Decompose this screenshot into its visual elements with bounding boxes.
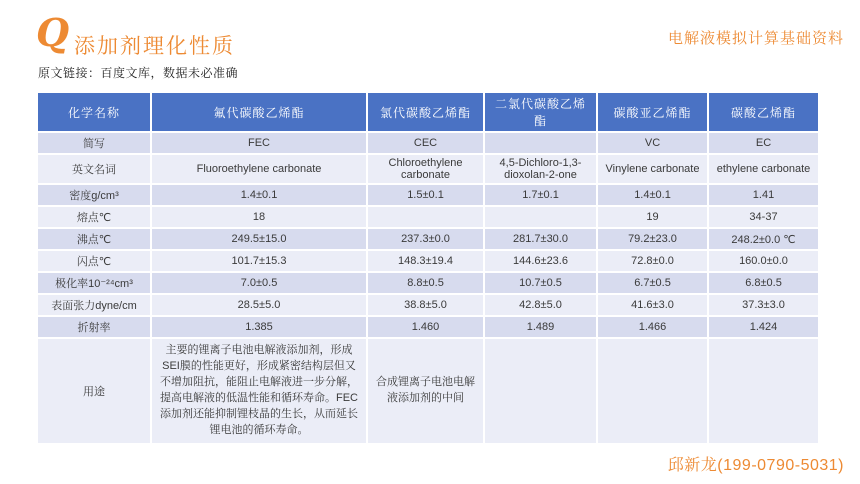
table-cell: 1.385 [151, 316, 367, 338]
source-note: 原文链接：百度文库，数据未必准确 [38, 66, 239, 80]
table-cell [484, 206, 597, 228]
table-cell [708, 338, 819, 444]
table-row-english-name [37, 154, 819, 184]
table-cell: 1.489 [484, 316, 597, 338]
table-cell: 160.0±0.0 [708, 250, 819, 272]
table-row-density [37, 184, 819, 206]
table-cell: 1.5±0.1 [367, 184, 484, 206]
table-cell: Chloroethylene carbonate [367, 154, 484, 184]
table-cell: 4,5-Dichloro-1,3-dioxolan-2-one [484, 154, 597, 184]
table-cell: 6.8±0.5 [708, 272, 819, 294]
table-cell: 281.7±30.0 [484, 228, 597, 250]
table-row-boiling-point [37, 228, 819, 250]
table-row-polarizability [37, 272, 819, 294]
table-cell: 38.8±5.0 [367, 294, 484, 316]
table-cell: CEC [367, 132, 484, 154]
column-header: 二氯代碳酸乙烯酯 [484, 92, 597, 132]
table-cell: 34-37 [708, 206, 819, 228]
column-header: 碳酸乙烯酯 [708, 92, 819, 132]
table-row-abbreviation [37, 132, 819, 154]
row-label: 表面张力dyne/cm [37, 294, 151, 316]
table-cell: 1.4±0.1 [597, 184, 708, 206]
table-cell: 7.0±0.5 [151, 272, 367, 294]
table-cell: FEC [151, 132, 367, 154]
table-row-usage [37, 338, 819, 444]
slide-topic-label: 电解液模拟计算基础资料 [667, 30, 844, 47]
table-cell: 主要的锂离子电池电解液添加剂，形成SEI膜的性能更好，形成紧密结构层但又不增加阻抗，能阻止电解液进一步分解，提高电解液的低温性能和循环寿命。FEC添加剂还能抑制锂枝晶的生长，从而延长锂电池的循环寿命。 [151, 338, 367, 444]
column-header: 氯代碳酸乙烯酯 [367, 92, 484, 132]
table-cell: 144.6±23.6 [484, 250, 597, 272]
row-label: 闪点℃ [37, 250, 151, 272]
table-cell [367, 206, 484, 228]
footer-contact: 邱新龙(199-0790-5031) [667, 457, 844, 474]
table-cell: 合成锂离子电池电解液添加剂的中间 [367, 338, 484, 444]
additive-properties-table [36, 91, 820, 445]
table-cell: 72.8±0.0 [597, 250, 708, 272]
table-cell [597, 338, 708, 444]
table-cell: 18 [151, 206, 367, 228]
table-cell: 28.5±5.0 [151, 294, 367, 316]
table-cell: 8.8±0.5 [367, 272, 484, 294]
column-header: 氟代碳酸乙烯酯 [151, 92, 367, 132]
row-label: 英文名词 [37, 154, 151, 184]
row-label: 极化率10⁻²⁴cm³ [37, 272, 151, 294]
row-label: 折射率 [37, 316, 151, 338]
logo-q-icon: Q [36, 10, 70, 55]
row-label: 简写 [37, 132, 151, 154]
table-row-melting-point [37, 206, 819, 228]
table-row-flash-point [37, 250, 819, 272]
table-cell: 42.8±5.0 [484, 294, 597, 316]
table-cell: EC [708, 132, 819, 154]
table-row-refractive-index [37, 316, 819, 338]
column-header: 化学名称 [37, 92, 151, 132]
page-title: 添加剂理化性质 [74, 35, 235, 58]
table-cell: 249.5±15.0 [151, 228, 367, 250]
row-label: 沸点℃ [37, 228, 151, 250]
table-cell: 1.460 [367, 316, 484, 338]
table-cell: 1.466 [597, 316, 708, 338]
table-header-row [37, 92, 819, 132]
column-header: 碳酸亚乙烯酯 [597, 92, 708, 132]
table-cell: 248.2±0.0 ℃ [708, 228, 819, 250]
table-cell: Vinylene carbonate [597, 154, 708, 184]
row-label: 密度g/cm³ [37, 184, 151, 206]
table-cell: 1.424 [708, 316, 819, 338]
table-cell: Fluoroethylene carbonate [151, 154, 367, 184]
table-cell: 1.4±0.1 [151, 184, 367, 206]
table-cell [484, 338, 597, 444]
table-cell: 37.3±3.0 [708, 294, 819, 316]
table-cell: 148.3±19.4 [367, 250, 484, 272]
table-row-surface-tension [37, 294, 819, 316]
table-cell: VC [597, 132, 708, 154]
table-cell [484, 132, 597, 154]
table-cell: 41.6±3.0 [597, 294, 708, 316]
row-label: 熔点℃ [37, 206, 151, 228]
table-cell: 101.7±15.3 [151, 250, 367, 272]
table-cell: 6.7±0.5 [597, 272, 708, 294]
table-cell: 237.3±0.0 [367, 228, 484, 250]
table-cell: ethylene carbonate [708, 154, 819, 184]
table-cell: 1.41 [708, 184, 819, 206]
row-label: 用途 [37, 338, 151, 444]
table-cell: 10.7±0.5 [484, 272, 597, 294]
table-cell: 79.2±23.0 [597, 228, 708, 250]
table-cell: 19 [597, 206, 708, 228]
table-cell: 1.7±0.1 [484, 184, 597, 206]
